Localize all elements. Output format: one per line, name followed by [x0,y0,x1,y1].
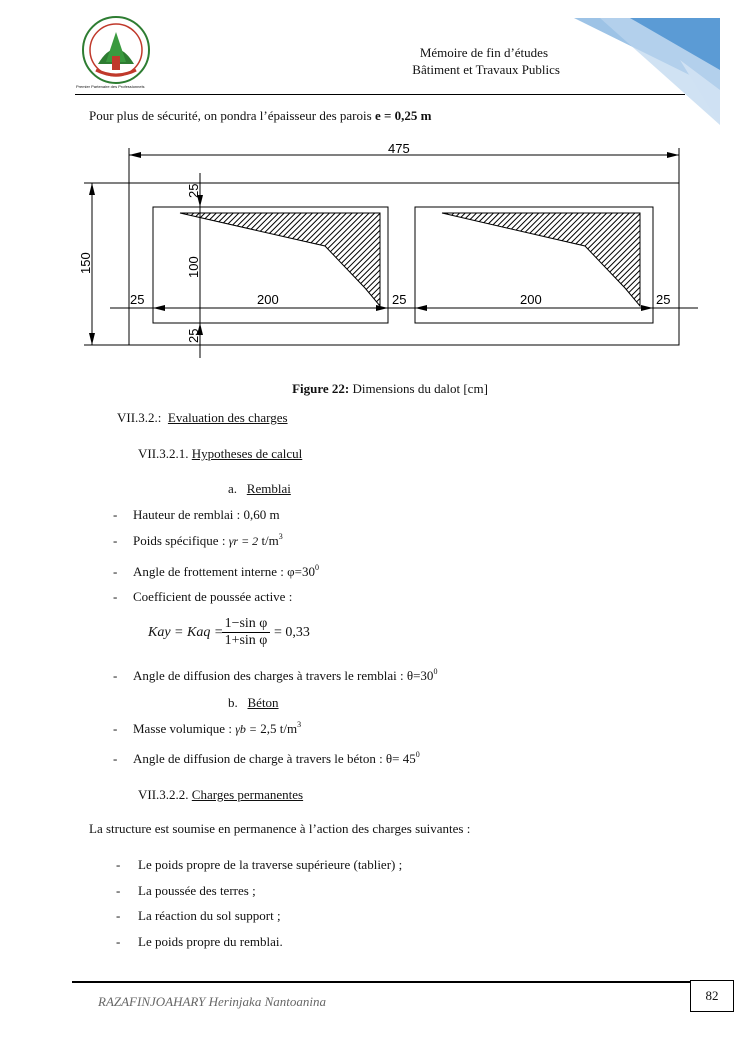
intro-text: Pour plus de sécurité, on pondra l’épaisseur des parois [89,108,375,123]
section-heading-1-1 [138,446,302,462]
section-num: VII.3.2.2. [138,787,189,802]
section-num: VII.3.2.: [117,410,162,425]
item-unit: t/m [261,533,279,548]
permanent-item: La réaction du sol support ; [138,908,281,923]
section-title: Hypotheses de calcul [191,446,303,461]
item-text: Masse volumique : [133,721,236,736]
dim-wall-bottom: 25 [186,328,201,343]
intro-bold: e = 0,25 m [374,108,432,123]
permanent-intro: La structure est soumise en permanence à l’action des charges suivantes : [89,821,471,836]
bullet-dash: - [113,564,118,579]
intro-paragraph [89,108,431,124]
formula-denominator: 1+sin φ [222,632,270,649]
dim-left-wall: 25 [130,292,145,307]
remblai-item-1: Hauteur de remblai : 0,60 m [133,507,280,522]
gamma-r: γr = 2 [228,534,259,548]
permanent-item: La poussée des terres ; [138,883,256,898]
figure-caption-text: Dimensions du dalot [cm] [349,381,488,396]
section-title: Charges permanentes [191,787,304,802]
dim-mid-wall: 25 [392,292,407,307]
sub-num: b. [228,695,238,710]
gamma-b: γb = [235,722,258,736]
section-heading-1-2 [138,787,303,803]
section-num: VII.3.2.1. [138,446,189,461]
item-exp: 0 [433,667,438,676]
item-exp: 3 [297,720,302,729]
item-exp: 0 [415,750,420,759]
sub-title: Remblai [246,481,291,496]
bullet-dash: - [113,751,118,766]
header-rule [75,94,685,95]
bullet-dash: - [113,668,118,683]
bullet-dash: - [116,934,121,949]
remblai-item-2 [133,533,283,549]
formula-numerator: 1−sin φ [224,616,268,631]
item-value: 2,5 t/m [257,721,298,736]
bullet-dash: - [116,857,121,872]
bullet-dash: - [113,589,118,604]
dim-right-wall: 25 [656,292,671,307]
item-exp: 0 [314,563,319,572]
footer-author: RAZAFINJOAHARY Herinjaka Nantoanina [98,994,326,1009]
subheading-remblai [228,481,291,497]
subheading-beton [228,695,279,711]
sub-num: a. [228,481,238,496]
formula-left: Kay = Kaq = [148,625,224,640]
remblai-item-3 [133,564,319,580]
bullet-dash: - [116,883,121,898]
header-title-1: Mémoire de fin d’études [419,45,548,60]
haunch-left [180,213,380,306]
page-number: 82 [690,980,734,1012]
figure-caption-label: Figure 22: [292,381,350,396]
dim-wall-top: 25 [186,183,201,198]
beton-item-1 [133,721,301,737]
formula-fraction [222,616,270,649]
section-title: Evaluation des charges [167,410,288,425]
beton-item-2 [133,751,420,767]
bullet-dash: - [113,507,118,522]
header-decoration [560,0,745,125]
item-text: Angle de diffusion des charges à travers le remblai : θ=30 [133,668,434,683]
item-text: Poids spécifique : [133,533,229,548]
bullet-dash: - [113,721,118,736]
permanent-item: Le poids propre du remblai. [138,934,283,949]
sub-title: Béton [247,695,279,710]
dim-total: 475 [388,141,410,156]
item-text: Angle de frottement interne : φ=30 [133,564,315,579]
figure-caption [0,381,745,397]
permanent-item: Le poids propre de la traverse supérieure (tablier) ; [138,857,403,872]
item-exp: 3 [278,532,283,541]
dim-cell-right: 200 [520,292,542,307]
dim-cell-left: 200 [257,292,279,307]
dim-inner-h: 100 [186,256,201,278]
section-heading-1 [117,410,288,426]
item-text: Angle de diffusion de charge à travers le béton : θ= 45 [133,751,416,766]
bullet-dash: - [113,533,118,548]
formula-result: = 0,33 [274,625,310,640]
logo-caption: Premier Partenaire des Professionnels [76,84,145,89]
bullet-dash: - [116,908,121,923]
header-title-2: Bâtiment et Travaux Publics [412,62,560,77]
dim-height: 150 [78,252,93,274]
dalot-figure [70,138,700,368]
remblai-item-4: Coefficient de poussée active : [133,589,293,604]
footer-rule [72,981,690,983]
remblai-item-5 [133,668,437,684]
